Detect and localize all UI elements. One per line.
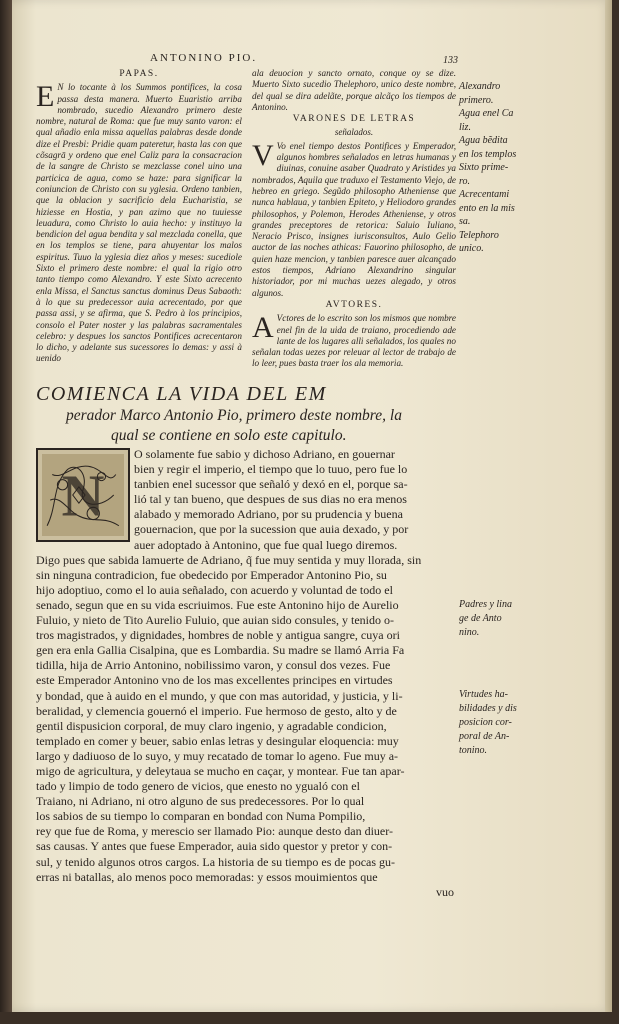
running-head: ANTONINO PIO. <box>150 52 258 64</box>
body-line: este Emperador Antonino vno de los mas excellentes principes en virtudes <box>36 673 393 688</box>
margin-note-line: unico. <box>459 243 484 254</box>
body-line: sas causas. Y antes que fuese Emperador, auia sido questor y pretor y con- <box>36 839 393 854</box>
body-line: gentil dispusicion corporal, de muy claro ingenio, y agradable condicion, <box>36 718 387 733</box>
margin-note-line: primero. <box>459 94 494 106</box>
body-line: migo de agricultura, y deleytaua se mucho en caçar, y montear. Fue tan apar- <box>36 763 405 778</box>
body-line: tros magistrados, y dignidades, hombres de noble y antigua sangre, cuya ori <box>36 628 400 643</box>
margin-note-line: Telephoro <box>459 229 499 241</box>
body-line: O solamente fue sabio y dichoso Adriano, en gouernar <box>134 447 395 461</box>
body-line: sin ninguna contradicion, fue obedecido por Emperador Antonino Pio, su <box>36 567 387 582</box>
section-heading-varones: VARONES DE LETRAS <box>292 114 416 125</box>
body-line: rey que fue de Roma, y merescio ser llamado Pio: aunque desto dan diuer- <box>36 824 393 839</box>
margin-note-line: posicion cor- <box>459 717 512 728</box>
body-line: beralidad, y clemencia gouernó el imperio. Fue hermoso de gesto, alto y de <box>36 703 397 718</box>
margin-notes-top <box>459 80 559 256</box>
body-line: tanbien enel sucessor que señaló y dexó en el, porque sa- <box>134 477 408 492</box>
margin-note-line: Acrecentami <box>459 189 510 200</box>
chapter-body <box>36 447 454 900</box>
margin-note-line: tonino. <box>459 745 488 756</box>
margin-notes-padres <box>459 598 531 640</box>
dropcap-e: E <box>36 80 55 114</box>
body-line: tidilla, hija de Arrio Antonino, nobilissimo varon, y consul dos vezes. Fue <box>36 658 391 673</box>
body-line: lió tal y tan bueno, que despues de sus dias no era menos <box>134 492 407 507</box>
section-heading-papas: PAPAS. <box>119 69 159 79</box>
folio-number: 133 <box>443 55 458 66</box>
right-column-intro: ala deuocion y sancto ornato, conque oy se dize. Muerto Sixto sucedio Thelephoro, unico deste nombre, del qual se dira adelãte, porque alcãço los tiempos de Antonino. <box>252 68 456 112</box>
section-subheading-senalados: señalados. <box>334 127 374 138</box>
left-column-text: N lo tocante à los Summos pontifices, la cosa passa desta manera. Muerto Euaristio arriba nombrado, sucedio Alexandro primero deste nombre, natural de Roma: que fue muy santo varon: el qual añadio enla missa aquellas palabras desde donde dize el Presbi: Pridie quam pateretur, hasta las con que cõsagrā y ordeno que enel Caliz para la consacracion de la sangre de Christo se mezclasse conel uino una particica de agua, como se haze: para significar la coniuncion de Christo con su yglesia. Ordeno tanbien, que la oblacion y sacrificio dela Eucharistia, se hiziesse en Hostia, y pan azimo que no tuuiesse leuadura, como Christo lo auia hecho: y instituyo la bendicion del agua bendita y sal mezclada conella, que en los templos se tiene, para ahuyentar los malos espiritus. Tuuo la yglesia diez años y meses: sucediole Sixto el primero deste nombre: el qual la rigio otro tanto tiempo como Alexandro. Y este Sixto acrecento enla Missa, el Sanctus sanctus dominus Deus Sabaoth: à lo que su predecessor auia acrecentado, por que passa assi, y se afirma, que S. Pedro à los principios, consolo el Pater noster y las palabras sacramentales celebro: y despues los sanctos Pontifices acrecentaron lo dicho, y adelante sus sucessores lo demas: y assi à uenido <box>36 82 242 364</box>
woodcut-letter: N <box>61 462 105 529</box>
body-line: auer adoptado à Antonino, que fue qual luego diremos. <box>134 537 398 552</box>
varones-text: Vo enel tiempo destos Pontifices y Emperador, algunos hombres señalados en letras humanas y diuinas, conuine asaber Quadrato y Aristides ya nombrados, Aquila que traduxo el Testamento Viejo, de hebreo en griego. Segũdo philosopho Atheniense que nunca hablaua, y tanbien Epiteto, y Heliodoro grandes philosophos, y Polemon, Herodes Atheniense, y otros grandes preceptores de retorica: Saluio Iuliano, Neracio Prisco, insignes iurisconsultos, Aulo Gelio auctor de las noches athicas: Fauorino philosopho, de quien haze mencion, y tanbien paresce auer alcançado estos tiempos, Adriano Alexandrino singular historiador, por mi muchas uezes alegado, y otros algunos. <box>252 140 456 298</box>
body-line: los sabios de su tiempo lo comparan en bondad con Numa Pompilio, <box>36 809 366 824</box>
left-column <box>36 68 242 365</box>
body-line: tado y limpio de todo genero de vicios, que enesto no ygualó con el <box>36 779 360 794</box>
body-line: alabado y memorado Adriano, por su prudencia y buena <box>134 507 403 522</box>
body-line: templado en comer y beuer, sabio enlas letras y desingular eloquencia: muy <box>36 733 399 748</box>
page-bottom-shadow <box>0 1012 619 1024</box>
body-line: largo y dadiuoso de lo suyo, y muy recatado de tomar lo ageno. Fue muy a- <box>36 748 399 763</box>
body-line: senado, segun que en su vida escriuimos. Fue este Antonino hijo de Aurelio <box>36 597 399 612</box>
dropcap-v: V <box>252 138 274 172</box>
margin-note-line: ento en la mis <box>459 202 515 214</box>
chapter-title: COMIENCA LA VIDA DEL EM <box>36 383 327 405</box>
body-line: sul, y tenido algunos otros cargos. La historia de su tiempo es de pocas gu- <box>36 854 396 869</box>
chapter-subtitle-line-2: qual se contiene en solo este capitulo. <box>111 427 347 444</box>
margin-note-line: Padres y lina <box>459 599 512 610</box>
right-column <box>252 68 456 370</box>
margin-note-line: liz. <box>459 121 471 133</box>
body-line: Digo pues que sabida lamuerte de Adriano, q̃ fue muy sentida y muy llorada, sin <box>36 552 422 567</box>
body-line: Fuluio, y nieto de Tito Aurelio Fuluio, que auian sido consules, y tenido o- <box>36 613 394 628</box>
margin-notes-virtudes <box>459 688 531 758</box>
margin-note-line: poral de An- <box>459 731 510 742</box>
margin-note-line: en los templos <box>459 148 517 160</box>
chapter-subtitle-line-1: perador Marco Antonio Pio, primero deste nombre, la <box>66 407 402 424</box>
body-line: Traiano, ni Adriano, ni otro alguno de sus predecessores. Por lo qual <box>36 794 365 809</box>
chapter-subtitle <box>66 406 466 446</box>
margin-note-line: ge de Anto <box>459 613 502 624</box>
margin-note-line: Sixto prime- <box>459 162 509 173</box>
dropcap-a: A <box>252 311 274 345</box>
margin-note-line: nino. <box>459 627 480 638</box>
body-line: gen era enla Gallia Cisalpina, que es Lombardia. Su madre se llamó Arria Fa <box>36 643 405 658</box>
body-line: hijo adoptiuo, como el lo auia señalado, con acuerdo y voluntad de todo el <box>36 582 393 597</box>
margin-note-line: Agua bẽdita <box>459 135 508 146</box>
book-gutter <box>0 0 12 1024</box>
margin-note-line: ro. <box>459 175 471 187</box>
body-line: y bondad, que à auido en el mundo, y que con mas autoridad, y justicia, y li- <box>36 688 403 703</box>
margin-note-line: Virtudes ha- <box>459 689 508 700</box>
body-line: erras ni batallas, alo menos poco memoradas: y essos mouimientos que <box>36 869 378 884</box>
section-heading-autores: AVTORES. <box>325 299 383 310</box>
margin-note-line: Agua enel Ca <box>459 108 514 119</box>
page-edge <box>605 0 612 1012</box>
catchword: vuo <box>436 884 454 899</box>
margin-note-line: sa. <box>459 216 471 227</box>
body-line: bien y regir el imperio, el tiempo que lo tuuo, pero fue lo <box>134 462 408 477</box>
margin-note-line: bilidades y dis <box>459 703 517 714</box>
margin-note-line: Alexandro <box>459 81 501 92</box>
autores-text: Vctores de lo escrito son los mismos que nombre enel fin de la uida de traiano, procediendo ade lante de los lugares alli señalados, los quales no señalan todas uezes por releuar al lector de trabajo de lo leer, pues basta traer los ala memoria. <box>252 313 456 369</box>
body-line: gouernacion, que por la sucession que auia dexado, y por <box>134 522 409 537</box>
